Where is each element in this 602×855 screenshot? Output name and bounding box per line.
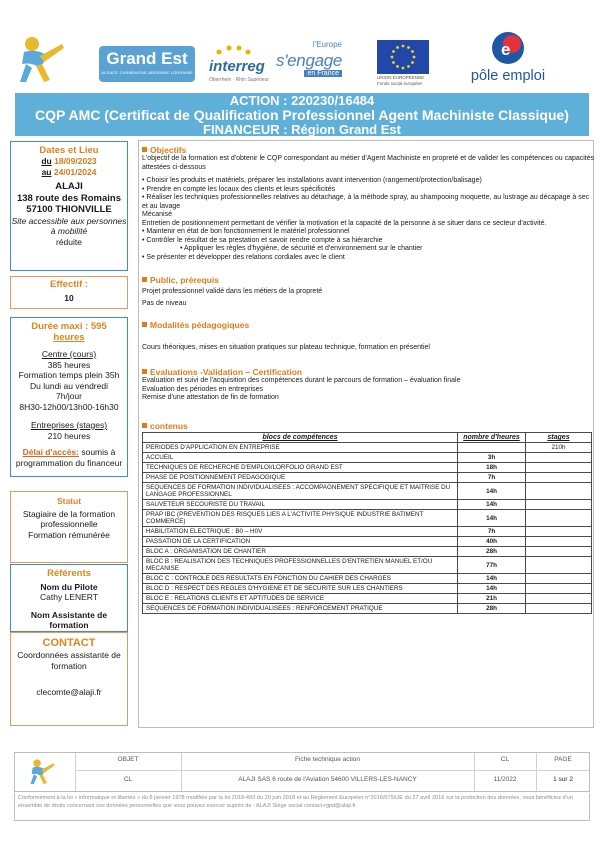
table-row: [143, 483, 592, 500]
row-label: ACCUEIL: [143, 453, 458, 463]
page-number: 1 sur 2: [553, 776, 573, 783]
sengage-bottom: en France: [304, 70, 342, 77]
grand-est-logo: [99, 46, 195, 82]
statut-title: Statut: [56, 496, 82, 506]
row-stages: [526, 604, 592, 614]
statut-line2: Formation rémunérée: [28, 529, 110, 540]
accessibility-text: Site accessible aux personnes à mobilité: [11, 215, 127, 236]
au-date: 24/01/2024: [53, 166, 97, 177]
table-row: [143, 557, 592, 574]
row-hours: 77h: [458, 557, 526, 574]
du-date: 18/09/2023: [54, 156, 97, 166]
col-header-blocs: blocs de compétences: [143, 433, 458, 443]
dates-lieu-box: [10, 141, 128, 271]
table-row: [143, 463, 592, 473]
address-city: 57100 THIONVILLE: [26, 204, 112, 215]
row-stages: 210h: [526, 443, 592, 453]
duree-title-2: heures: [53, 331, 85, 343]
objectifs-title: Objectifs: [150, 145, 187, 155]
pole-emploi-logo: [470, 30, 546, 88]
objet-label: OBJET: [117, 756, 139, 763]
public-section: [139, 275, 595, 308]
modalites-title: Modalités pédagogiques: [150, 320, 250, 330]
dates-lieu-title: Dates et Lieu: [39, 145, 99, 156]
main-content: [138, 140, 594, 728]
entreprises-hours: 210 heures: [47, 430, 91, 441]
objectif-item: • Se présenter et développer des relations cordiales avec le client: [142, 253, 345, 261]
modalites-section: [139, 320, 595, 353]
table-row: [143, 453, 592, 463]
public-line1: Projet professionnel validé dans les métiers de la propreté: [142, 288, 323, 295]
contact-box: [10, 632, 128, 726]
accessibility-text-2: réduite: [56, 236, 82, 247]
row-stages: [526, 463, 592, 473]
table-row: [143, 443, 592, 453]
row-stages: [526, 500, 592, 510]
contenus-section: [139, 421, 595, 431]
contenus-heading: [142, 421, 595, 431]
grand-est-logo-name: Grand Est: [106, 49, 188, 68]
row-hours: 7h: [458, 527, 526, 537]
objectif-item: • Prendre en compte les locaux des clients et leurs spécificités: [142, 185, 336, 193]
delai-acces: [11, 447, 127, 468]
union-europeenne-logo: [377, 40, 429, 88]
delai-label: Délai d'accès:: [22, 447, 79, 457]
table-row: [143, 527, 592, 537]
col-header-stages: stages: [526, 433, 592, 443]
duree-line4: 8H30-12h00/13h00-16h30: [19, 401, 119, 412]
bullet-square-icon: [142, 369, 147, 374]
effectif-value: 10: [64, 292, 74, 303]
org-name: ALAJI: [55, 181, 83, 192]
date-end: [11, 167, 127, 178]
interreg-logo-sub: Oberrhein · Rhin Supérieur: [208, 77, 270, 83]
legal-notice: Conformément à la loi « informatique et libertés » du 6 janvier 1978 modifiée par la loi 2018-493 du 20 juin 2018 et au Règlement Européen n°2016/679/UE du 27 avril 2016 sur la protection des données, vous bénéficiez d'un ensemble de droits concernant vos données personnelles que vous pouvez exercer auprès de : ALAJI Siège social contact-rgpd@alaji.fr: [14, 793, 590, 821]
objectifs-section: [139, 145, 595, 262]
row-stages: [526, 584, 592, 594]
union-europeenne-caption: UNION EUROPÉENNE Fonds social européen: [377, 75, 425, 86]
table-row: [143, 574, 592, 584]
alaji-mascot-logo: [10, 34, 72, 86]
eu-flag-icon: [377, 40, 429, 74]
contact-line1: Coordonnées assistante de formation: [17, 650, 121, 671]
interreg-stars-icon: [213, 44, 253, 58]
row-stages: [526, 594, 592, 604]
table-row: [143, 473, 592, 483]
row-hours: 28h: [458, 547, 526, 557]
contact-email[interactable]: clecomte@alaji.fr: [36, 687, 102, 697]
table-row: [143, 537, 592, 547]
evaluations-line1: Evaluation et suivi de l'acquisition des compétences durant le parcours de formation – évaluation finale: [142, 377, 461, 384]
bullet-square-icon: [142, 322, 147, 327]
referents-box: [10, 564, 128, 632]
centre-hours: 385 heures: [47, 359, 91, 370]
row-stages: [526, 547, 592, 557]
row-hours: 14h: [458, 510, 526, 527]
date-start: [11, 156, 127, 167]
row-hours: 40h: [458, 537, 526, 547]
effectif-title: Effectif :: [50, 279, 88, 290]
bullet-square-icon: [142, 277, 147, 282]
row-hours: [458, 443, 526, 453]
statut-line1: Stagiaire de la formation professionnelle: [22, 508, 116, 529]
cl-value: CL: [123, 776, 133, 783]
objectifs-intro: L'objectif de la formation est d'obtenir le CQP correspondant au métier d'Agent Machiniste en propreté et de valider les compétences ou capacités attestées ci-dessous: [142, 155, 595, 171]
pilote-label: Nom du Pilote: [40, 581, 98, 592]
logo-bar: [0, 0, 602, 92]
cl-label: CL: [500, 756, 510, 763]
row-label: PASSATION DE LA CERTIFICATION: [143, 537, 458, 547]
row-stages: [526, 574, 592, 584]
objectifs-heading: [142, 145, 595, 155]
objectif-item: • Choisir les produits et matériels, préparer les installations avant intervention (rangement/protection/balisage): [142, 177, 482, 184]
duree-line2: Du lundi au vendredi: [30, 380, 108, 391]
row-hours: 18h: [458, 463, 526, 473]
duree-box: [10, 317, 128, 477]
evaluations-line2: Evaluation des périodes en entreprises: [142, 385, 264, 393]
europe-sengage-logo: [276, 40, 344, 82]
pole-emploi-name: pôle emploi: [470, 68, 546, 84]
objet-value: Fiche technique action: [294, 756, 361, 763]
evaluations-heading: [142, 367, 595, 377]
row-label: BLOC A : ORGANISATION DE CHANTIER: [143, 547, 458, 557]
delai-text: soumis à programmation du financeur: [15, 447, 123, 468]
table-row: [143, 510, 592, 527]
row-label: BLOC D : RESPECT DES REGLES D'HYGIENE ET DE SECURITE SUR LES CHANTIERS: [143, 584, 458, 594]
alaji-footer-logo: [25, 756, 59, 788]
modalites-line1: Cours théoriques, mises en situation pratiques sur plateau technique, formation en présentiel: [142, 344, 430, 351]
public-title: Public, prérequis: [150, 275, 219, 285]
contenus-table: [142, 432, 592, 614]
objectif-item: Entretien de positionnement permettant de vérifier la motivation et la capacité de la personne à se situer dans ce secteur d'activité.: [142, 219, 547, 227]
company-address: ALAJI SAS 6 route de l'Aviation 54600 VILLERS-LES-NANCY: [238, 776, 417, 783]
referents-title: Référents: [47, 568, 91, 579]
row-label: HABILITATION ELECTRIQUE : B0 – H0V: [143, 527, 458, 537]
duree-line3: 7h/jour: [56, 391, 82, 401]
table-row: [143, 547, 592, 557]
row-label: PRAP IBC (PREVENTION DES RISQUES LIES A L'ACTIVITE PHYSIQUE INDUSTRIE BATIMENT COMMERCE): [143, 510, 458, 527]
sengage-main: s'engage: [276, 51, 343, 70]
address-street: 138 route des Romains: [16, 192, 121, 204]
centre-title: Centre (cours): [41, 349, 97, 359]
row-label: BLOC B : REALISATION DES TECHNIQUES PROFESSIONNELLES D'ENTRETIEN MANUEL ET/OU MECANISE: [143, 557, 458, 574]
table-header-row: [143, 433, 592, 443]
row-hours: 14h: [458, 500, 526, 510]
row-stages: [526, 557, 592, 574]
table-row: [143, 604, 592, 614]
action-header: [15, 93, 589, 136]
pilote-name: Cathy LENERT: [40, 592, 98, 602]
row-label: BLOC C : CONTROLE DES RESULTATS EN FONCTION DU CAHIER DES CHARGES: [143, 574, 458, 584]
sengage-top: l'Europe: [312, 40, 342, 49]
objectif-item: • Appliquer les règles d'hygiène, de sécurité et d'environnement sur le chantier: [180, 245, 423, 252]
statut-box: [10, 491, 128, 563]
entreprises-title: Entreprises (stages): [30, 420, 108, 430]
effectif-box: [10, 276, 128, 309]
row-label: PERIODES D'APPLICATION EN ENTREPRISE: [143, 443, 458, 453]
row-label: BLOC E : RELATIONS CLIENTS ET APTITUDES DE SERVICE: [143, 594, 458, 604]
assistante-label: Nom Assistante de formation: [30, 609, 108, 630]
row-stages: [526, 473, 592, 483]
duree-line1: Formation temps plein 35h: [18, 370, 120, 380]
public-line2: Pas de niveau: [142, 299, 187, 307]
contenus-title: contenus: [150, 421, 188, 431]
row-hours: 14h: [458, 574, 526, 584]
svg-text:e: e: [501, 40, 511, 59]
table-row: [143, 500, 592, 510]
pole-emploi-circle-icon: [490, 30, 526, 66]
page-label: PAGE: [554, 756, 572, 763]
row-hours: 7h: [458, 473, 526, 483]
row-hours: 14h: [458, 584, 526, 594]
duree-title: Durée maxi : 595: [31, 321, 107, 332]
objectif-item: • Maintenir en état de bon fonctionnement le matériel professionnel: [142, 228, 350, 235]
interreg-logo-name: interreg: [209, 58, 265, 75]
contact-title: CONTACT: [42, 637, 96, 649]
row-stages: [526, 537, 592, 547]
action-number: ACTION : 220230/16484: [229, 93, 375, 108]
footer: [14, 752, 590, 792]
table-row: [143, 584, 592, 594]
evaluations-line3: Remise d'une attestation de fin de formation: [142, 394, 279, 401]
row-hours: 3h: [458, 453, 526, 463]
modalites-heading: [142, 320, 595, 330]
row-stages: [526, 483, 592, 500]
objectif-item: Mécanisé: [142, 211, 172, 218]
row-label: SAUVETEUR SECOURISTE DU TRAVAIL: [143, 500, 458, 510]
bullet-square-icon: [142, 147, 147, 152]
doc-date: 11/2022: [493, 776, 517, 783]
row-label: TECHNIQUES DE RECHERCHE D'EMPLOI/LORFOLIO GRAND EST: [143, 463, 458, 473]
row-stages: [526, 510, 592, 527]
objectif-item: • Contrôler le résultat de sa prestation et savoir rendre compte à sa hiérarchie: [142, 236, 383, 244]
row-stages: [526, 527, 592, 537]
col-header-heures: nombre d'heures: [458, 433, 526, 443]
row-label: PHASE DE POSITIONNEMENT PEDAGOGIQUE: [143, 473, 458, 483]
interreg-logo: [203, 44, 271, 88]
public-heading: [142, 275, 595, 285]
row-hours: 14h: [458, 483, 526, 500]
du-label: du: [41, 156, 52, 166]
row-hours: 21h: [458, 594, 526, 604]
au-label: au: [41, 166, 52, 177]
evaluations-section: [139, 367, 595, 403]
grand-est-logo-sub: ALSACE CHAMPAGNE-ARDENNE LORRAINE: [101, 70, 193, 75]
row-label: SEQUENCES DE FORMATION INDIVIDUALISEES : RENFORCEMENT PRATIQUE: [143, 604, 458, 614]
row-label: SEQUENCES DE FORMATION INDIVIDUALISEES : ACCOMPAGNEMENT SPECIFIQUE ET MAITRISE DU LANGAGE PROFESSIONNEL: [143, 483, 458, 500]
row-stages: [526, 453, 592, 463]
financeur: FINANCEUR : Région Grand Est: [203, 122, 401, 137]
objectif-item: • Réaliser les techniques professionnelles relatives au détachage, à la méthode spray, au shampooing moquette, au lustrage au décapage à sec et au lavage: [142, 194, 590, 210]
table-row: [143, 594, 592, 604]
bullet-square-icon: [142, 423, 147, 428]
action-title: CQP AMC (Certificat de Qualification Professionnel Agent Machiniste Classique): [35, 107, 569, 123]
evaluations-title: Evaluations -Validation – Certification: [150, 367, 303, 377]
row-hours: 28h: [458, 604, 526, 614]
